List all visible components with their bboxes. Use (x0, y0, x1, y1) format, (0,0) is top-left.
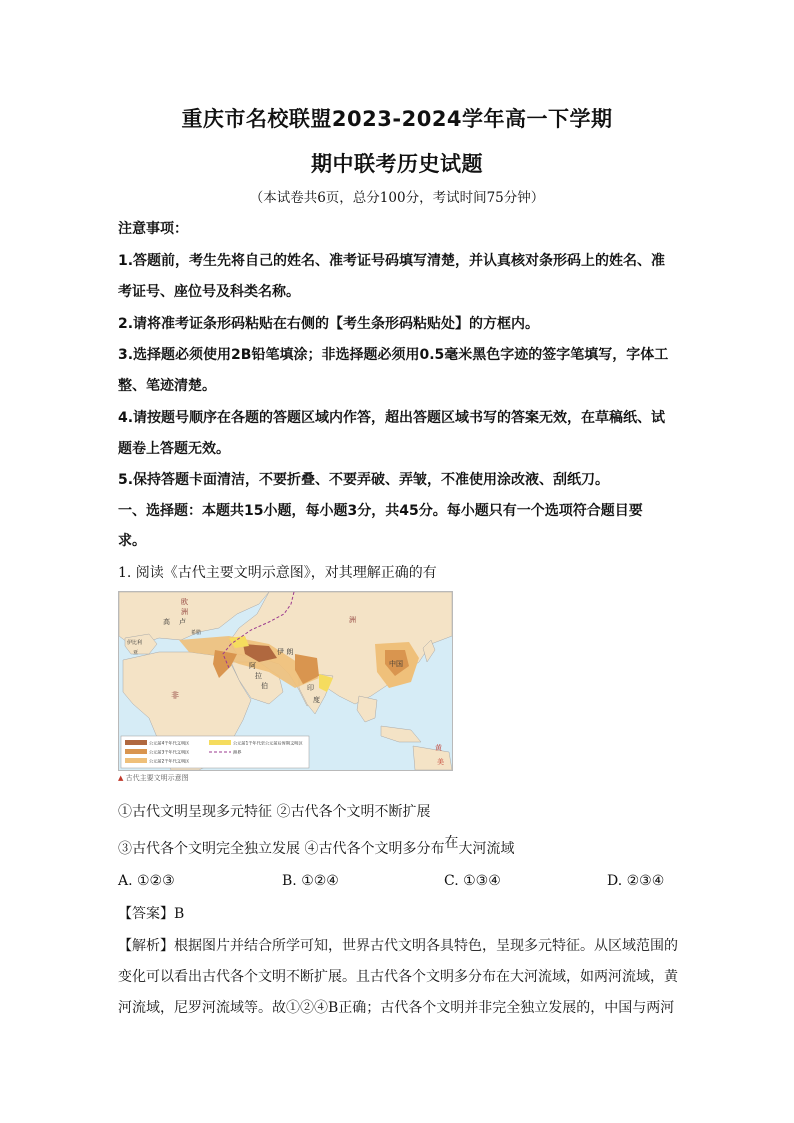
label-yilang: 伊 朗 (277, 648, 294, 656)
analysis-line-1: 【解析】根据图片并结合所学可知，世界古代文明各具特色，呈现多元特征。从区域范围的 (118, 938, 678, 954)
legend-label-boundary: 洲界 (233, 749, 242, 755)
label-huanghe: 黄 (435, 744, 442, 752)
question-stem: 1. 阅读《古代主要文明示意图》，对其理解正确的有 (118, 565, 437, 581)
label-xila: 希腊 (191, 630, 202, 636)
analysis-line-2: 变化可以看出古代各个文明不断扩展。且古代各个文明多分布在大河流域，如两河流域，黄 (118, 969, 678, 985)
exam-title-line2: 期中联考历史试题 (311, 152, 483, 176)
note-line-8: 5.保持答题卡面清洁，不要折叠、不要弄破、弄皱，不准使用涂改液、刮纸刀。 (118, 472, 610, 488)
statements-line-2-b: 在 (444, 835, 459, 851)
note-line-3: 2.请将准考证条形码粘贴在右侧的【考生条形码粘贴处】的方框内。 (118, 316, 540, 332)
caption-triangle-icon: ▲ (118, 774, 124, 782)
label-gao: 高 (163, 618, 170, 626)
legend-label-2nd: 公元前2千年代文明区 (149, 758, 190, 764)
label-ya: 亚 (133, 650, 139, 656)
section-heading-line2: 求。 (118, 533, 146, 549)
label-yazhou: 洲 (349, 616, 356, 624)
statements-line-2-c: 大河流域 (458, 841, 515, 857)
statements-line-2 (118, 835, 515, 858)
label-alabo-1: 阿 (249, 662, 256, 670)
exam-subtitle: （本试卷共6页，总分100分，考试时间75分钟） (249, 190, 545, 206)
label-yibili: 伊比利 (127, 640, 143, 646)
legend-swatch-3rd (125, 749, 147, 754)
section-heading-line1: 一、选择题：本题共15小题，每小题3分，共45分。每小题只有一个选项符合题目要 (118, 503, 643, 519)
note-line-1: 1.答题前，考生先将自己的姓名、准考证号码填写清楚，并认真核对条形码上的姓名、准 (118, 253, 666, 269)
option-b: B. ①②④ (282, 873, 339, 889)
note-line-6: 4.请按题号顺序在各题的答题区域内作答，超出答题区域书写的答案无效，在草稿纸、试 (118, 410, 666, 426)
map-caption (118, 773, 189, 783)
ancient-civilizations-map (118, 591, 453, 771)
label-zhou: 洲 (181, 608, 188, 616)
legend-label-1st: 公元前1千年代至公元前后时期文明区 (233, 740, 303, 746)
note-line-5: 整、笔迹清楚。 (118, 378, 216, 394)
statements-line-2-a: ③古代各个文明完全独立发展 ④古代各个文明多分布 (118, 841, 445, 857)
label-fei: 非 (171, 691, 179, 700)
note-line-7: 题卷上答题无效。 (118, 441, 230, 457)
map-caption-text: 古代主要文明示意图 (125, 774, 189, 782)
analysis-line-3: 河流域，尼罗河流域等。故①②④B正确；古代各个文明并非完全独立发展的，中国与两河 (118, 1000, 675, 1016)
legend-label-4th: 公元前4千年代文明区 (149, 740, 190, 746)
note-line-2: 考证号、座位号及科类名称。 (118, 284, 300, 300)
option-d: D. ②③④ (607, 873, 665, 889)
label-alabo-2: 拉 (255, 672, 262, 680)
option-a: A. ①②③ (118, 873, 175, 889)
exam-title-line1: 重庆市名校联盟2023-2024学年高一下学期 (181, 107, 613, 131)
legend-label-3rd: 公元前3千年代文明区 (149, 749, 190, 755)
label-yin: 印 (307, 684, 314, 692)
answer-text: 【答案】B (118, 906, 185, 922)
label-alabo-3: 伯 (261, 682, 268, 690)
label-mei: 美 (437, 758, 444, 766)
notes-heading: 注意事项： (118, 221, 188, 237)
label-lu: 卢 (179, 618, 186, 626)
statements-line-1: ①古代文明呈现多元特征 ②古代各个文明不断扩展 (118, 804, 431, 820)
option-c: C. ①③④ (444, 873, 501, 889)
legend-swatch-4th (125, 740, 147, 745)
label-zhongguo: 中国 (389, 660, 403, 668)
label-du: 度 (313, 696, 320, 704)
legend-swatch-2nd (125, 758, 147, 763)
note-line-4: 3.选择题必须使用2B铅笔填涂；非选择题必须用0.5毫米黑色字迹的签字笔填写，字体工 (118, 347, 669, 363)
label-ou: 欧 (181, 598, 188, 606)
legend-swatch-1st (209, 740, 231, 745)
